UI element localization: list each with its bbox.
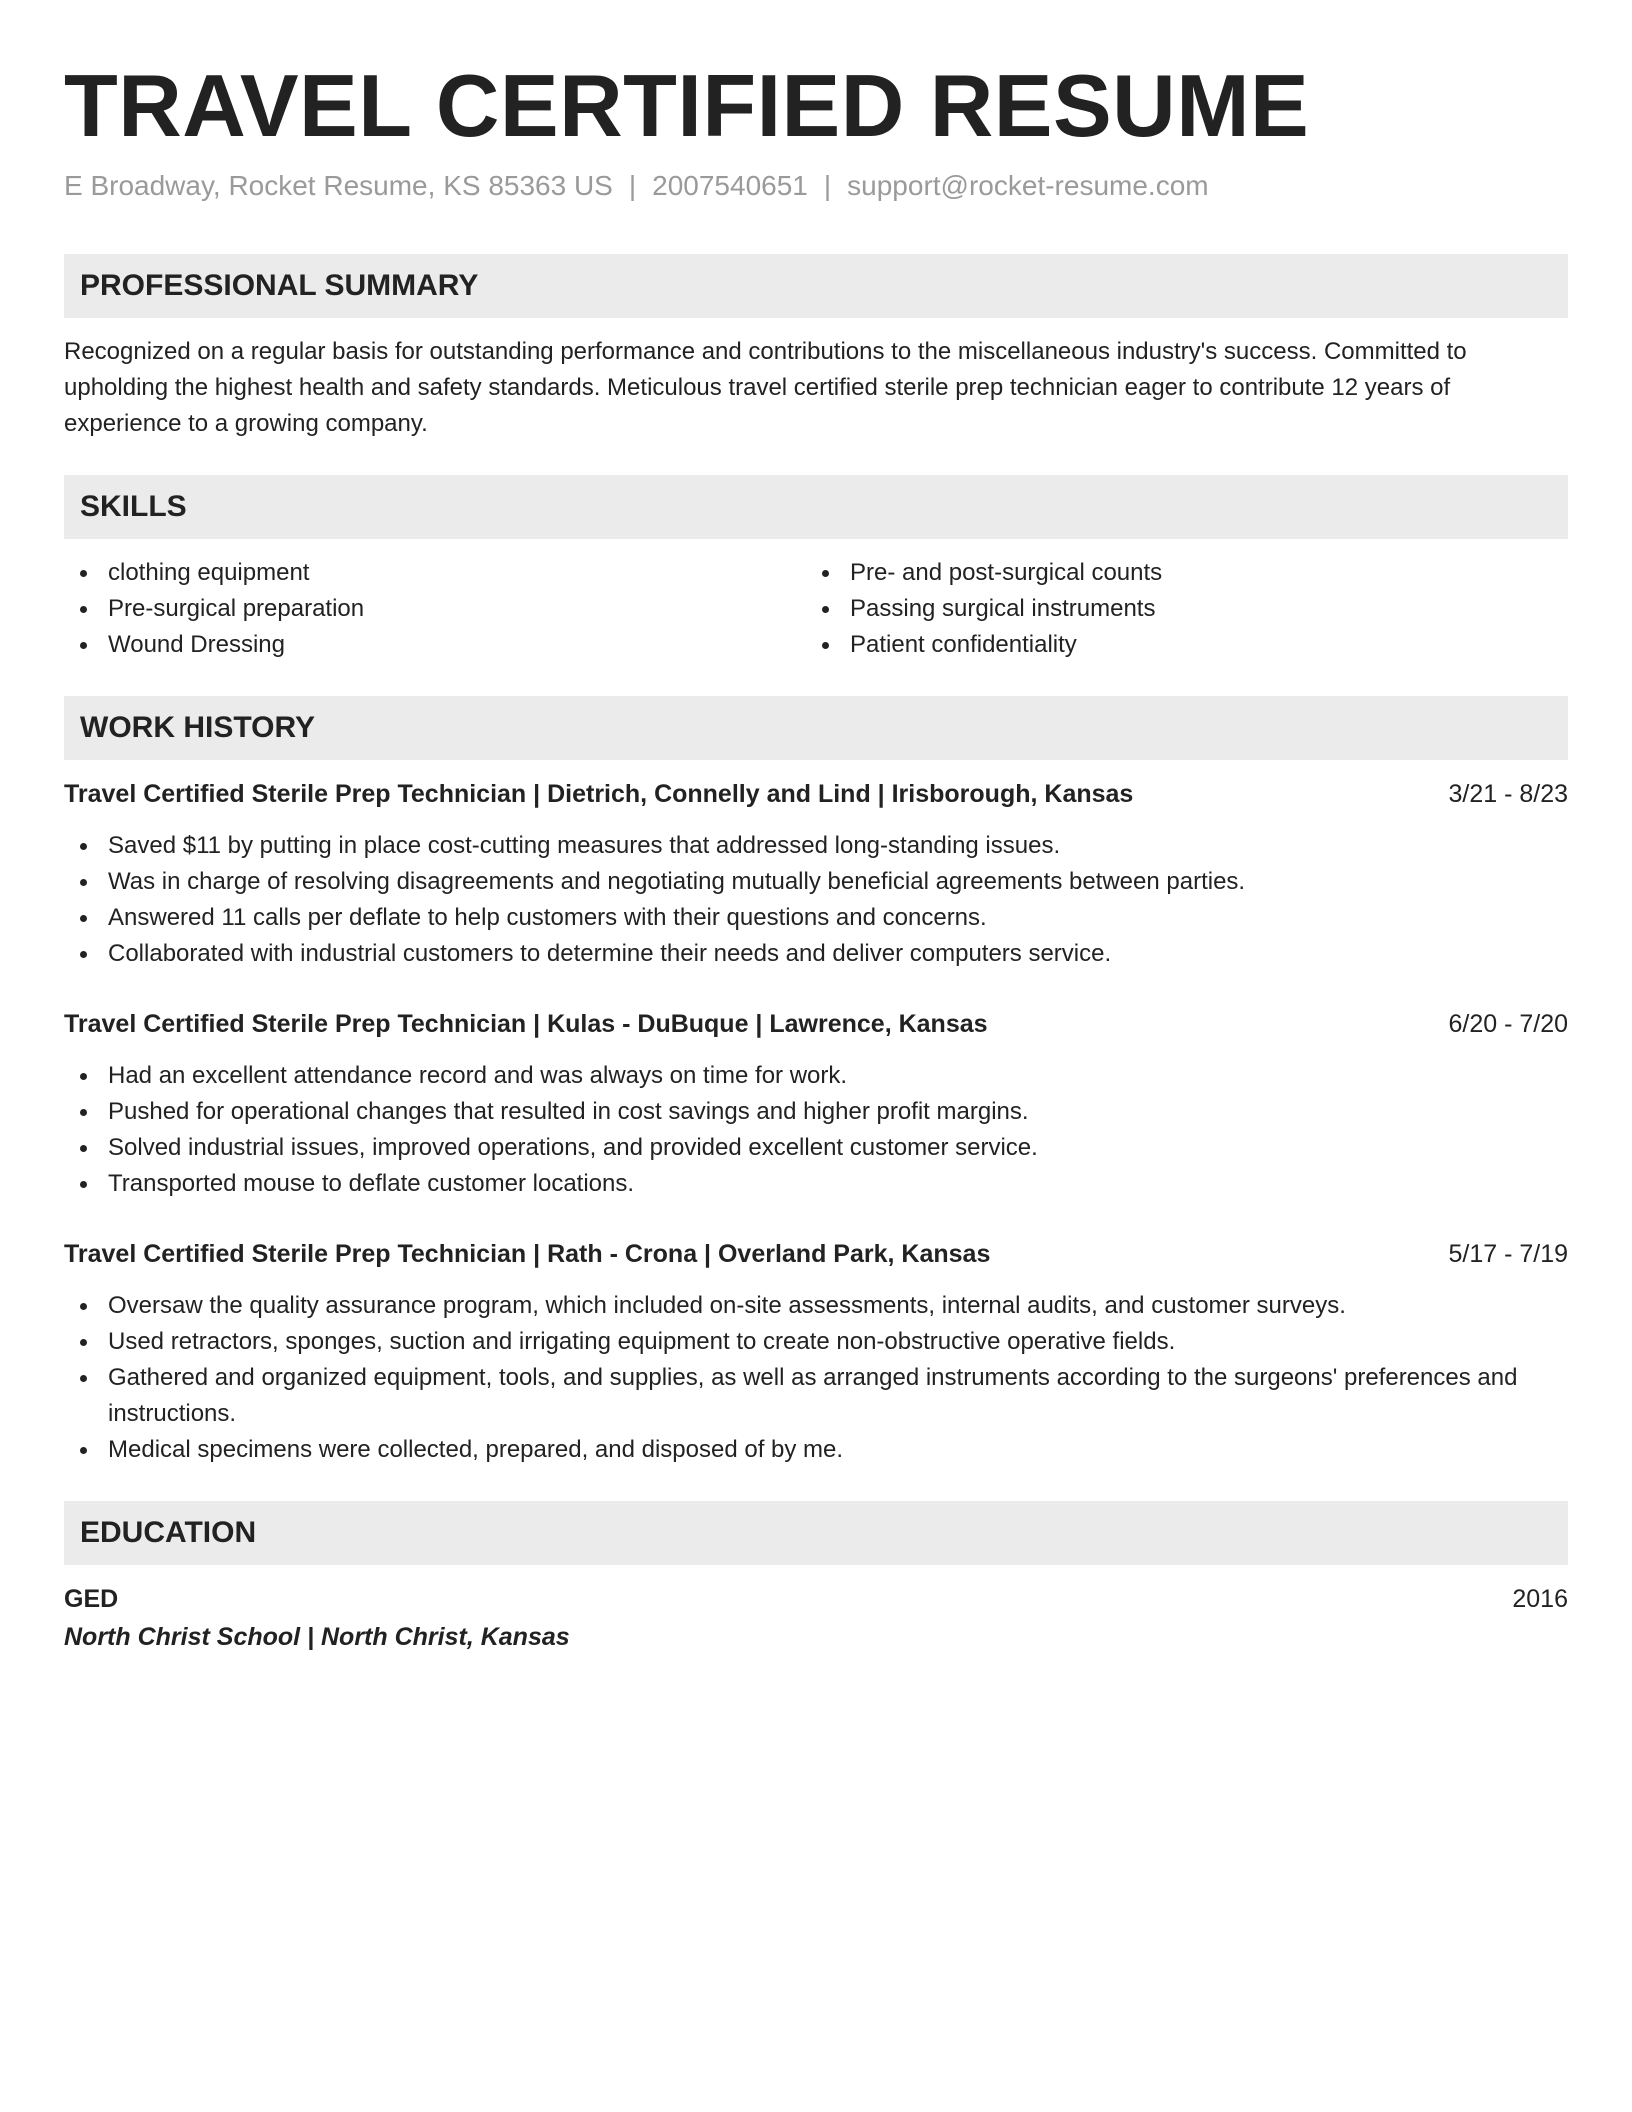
job-header xyxy=(64,1006,1568,1042)
job-bullet: Saved $11 by putting in place cost-cutting measures that addressed long-standing issues. xyxy=(64,828,1568,864)
job-title: Travel Certified Sterile Prep Technician | Dietrich, Connelly and Lind | Irisborough, Kansas xyxy=(64,780,1134,808)
job-dates: 3/21 - 8/23 xyxy=(1448,780,1568,808)
skill-item: clothing equipment xyxy=(64,555,806,591)
job-bullet: Used retractors, sponges, suction and irrigating equipment to create non-obstructive operative fields. xyxy=(64,1324,1568,1360)
skill-item: Wound Dressing xyxy=(64,627,806,663)
job-bullets xyxy=(64,828,1568,972)
job-bullet: Collaborated with industrial customers to determine their needs and deliver computers service. xyxy=(64,936,1568,972)
job-bullet: Answered 11 calls per deflate to help customers with their questions and concerns. xyxy=(64,900,1568,936)
skill-item: Passing surgical instruments xyxy=(806,591,1548,627)
job-bullet: Solved industrial issues, improved operations, and provided excellent customer service. xyxy=(64,1130,1568,1166)
skill-item: Patient confidentiality xyxy=(806,627,1548,663)
resume-title: TRAVEL CERTIFIED RESUME xyxy=(64,56,1310,155)
skill-item: Pre-surgical preparation xyxy=(64,591,806,627)
section-heading-skills: SKILLS xyxy=(64,475,1568,539)
section-heading-summary: PROFESSIONAL SUMMARY xyxy=(64,254,1568,318)
job-dates: 5/17 - 7/19 xyxy=(1448,1240,1568,1268)
skills-list xyxy=(64,555,1568,663)
contact-separator: | xyxy=(823,170,832,201)
job-bullet: Transported mouse to deflate customer locations. xyxy=(64,1166,1568,1202)
job-header xyxy=(64,1236,1568,1272)
job-bullet: Medical specimens were collected, prepared, and disposed of by me. xyxy=(64,1432,1568,1468)
job-bullets xyxy=(64,1058,1568,1202)
job-bullets xyxy=(64,1288,1568,1468)
skills-column-right xyxy=(806,555,1548,663)
section-heading-work-history: WORK HISTORY xyxy=(64,696,1568,760)
job-bullet: Gathered and organized equipment, tools, and supplies, as well as arranged instruments according to the surgeons' preferences and instructions. xyxy=(64,1360,1568,1432)
job-entry xyxy=(64,776,1568,972)
job-bullet: Pushed for operational changes that resulted in cost savings and higher profit margins. xyxy=(64,1094,1568,1130)
education-year: 2016 xyxy=(1512,1585,1568,1613)
job-bullet: Oversaw the quality assurance program, which included on-site assessments, internal audits, and customer surveys. xyxy=(64,1288,1568,1324)
skills-column-left xyxy=(64,555,806,663)
contact-email: support@rocket-resume.com xyxy=(847,170,1209,201)
job-title: Travel Certified Sterile Prep Technician | Kulas - DuBuque | Lawrence, Kansas xyxy=(64,1010,988,1038)
job-entry xyxy=(64,1236,1568,1468)
job-header xyxy=(64,776,1568,812)
contact-separator: | xyxy=(628,170,637,201)
education-degree: GED xyxy=(64,1585,119,1613)
job-dates: 6/20 - 7/20 xyxy=(1448,1010,1568,1038)
job-title: Travel Certified Sterile Prep Technician | Rath - Crona | Overland Park, Kansas xyxy=(64,1240,991,1268)
job-entry xyxy=(64,1006,1568,1202)
contact-address: E Broadway, Rocket Resume, KS 85363 US xyxy=(64,170,613,201)
education-entry xyxy=(64,1581,1568,1657)
summary-text: Recognized on a regular basis for outstanding performance and contributions to the miscellaneous industry's success. Committed to upholding the highest health and safety standards. Meticulous travel certified sterile prep technician eager to contribute 12 years of experience to a growing company. xyxy=(64,338,1467,437)
job-bullet: Had an excellent attendance record and was always on time for work. xyxy=(64,1058,1568,1094)
section-heading-education: EDUCATION xyxy=(64,1501,1568,1565)
education-school: North Christ School | North Christ, Kansas xyxy=(64,1623,570,1651)
skill-item: Pre- and post-surgical counts xyxy=(806,555,1548,591)
contact-phone: 2007540651 xyxy=(652,170,808,201)
job-bullet: Was in charge of resolving disagreements and negotiating mutually beneficial agreements between parties. xyxy=(64,864,1568,900)
contact-line xyxy=(64,168,1568,204)
education-header xyxy=(64,1581,1568,1617)
